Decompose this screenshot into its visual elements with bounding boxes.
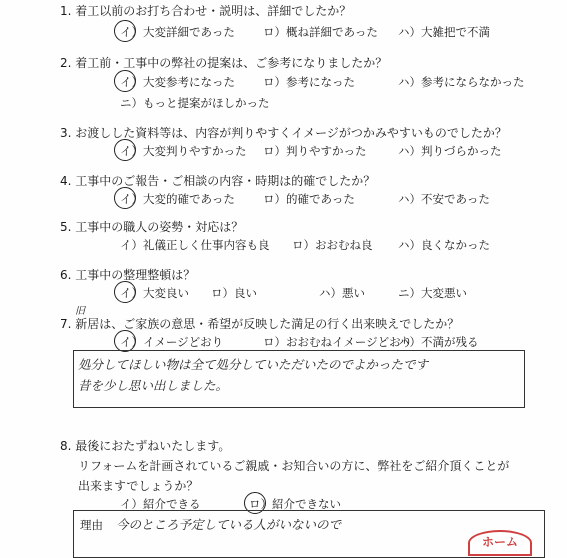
question-2	[60, 54, 387, 71]
question-text: お渡しした資料等は、内容が判りやすくイメージがつかみやすいものでしたか？	[75, 126, 507, 140]
question-number: 4.	[60, 174, 72, 188]
company-stamp: ホーム	[468, 530, 532, 556]
handwritten-annotation: 旧	[75, 306, 85, 317]
option-q6-ha[interactable]: ハ）悪い	[319, 286, 365, 300]
option-q1-ha[interactable]: ハ）大雑把で不満	[398, 25, 490, 39]
option-q4-ha[interactable]: ハ）不安であった	[398, 192, 490, 206]
question-number: 6.	[60, 268, 72, 282]
option-q3-ro[interactable]: ロ）判りやすかった	[263, 144, 367, 158]
question-text: 工事中の整理整頓は？	[75, 268, 196, 282]
comment-line: 処分してほしい物は全て処分していただいたのでよかったです	[78, 357, 429, 372]
question-5	[60, 218, 243, 235]
option-q3-i[interactable]: イ）大変判りやすかった	[120, 144, 247, 158]
selection-circle	[114, 139, 136, 161]
option-q7-ro[interactable]: ロ）おおむねイメージどおり	[263, 335, 413, 349]
selection-circle	[114, 330, 136, 352]
question-text: 着工前・工事中の弊社の提案は、ご参考になりましたか？	[75, 56, 388, 70]
selection-circle	[114, 281, 136, 303]
option-q8-ro[interactable]: ロ）紹介できない	[249, 497, 341, 511]
reason-text: 今のところ予定している人がいないので	[116, 517, 342, 532]
option-q7-ha[interactable]: ハ）不満が残る	[398, 335, 479, 349]
question-text-line: 最後におたずねいたします。	[75, 439, 231, 453]
option-q6-ni[interactable]: ニ）大変悪い	[398, 286, 467, 300]
question-number: 5.	[60, 220, 72, 234]
question-number: 2.	[60, 56, 72, 70]
question-text: 着工以前のお打ち合わせ・説明は、詳細でしたか？	[75, 4, 352, 18]
question-8	[60, 437, 230, 454]
question-text: 工事中の職人の姿勢・対応は？	[75, 220, 244, 234]
question-number: 3.	[60, 126, 72, 140]
option-q2-ni[interactable]: ニ）もっと提案がほしかった	[120, 96, 270, 110]
reason-label: 理由	[80, 518, 103, 532]
selection-circle	[114, 187, 136, 209]
comment-line: 昔を少し思い出しました。	[78, 378, 229, 393]
question-number: 7.	[60, 317, 72, 331]
question-1	[60, 2, 351, 19]
question-4	[60, 172, 375, 189]
option-q8-i[interactable]: イ）紹介できる	[120, 497, 201, 511]
option-q3-ha[interactable]: ハ）判りづらかった	[398, 144, 502, 158]
option-q6-ro[interactable]: ロ）良い	[211, 286, 257, 300]
option-q2-ha[interactable]: ハ）参考にならなかった	[398, 75, 525, 89]
question-text-line: 出来ますでしょうか？	[78, 479, 199, 493]
selection-circle	[114, 70, 136, 92]
option-q2-ro[interactable]: ロ）参考になった	[263, 75, 355, 89]
option-q4-ro[interactable]: ロ）的確であった	[263, 192, 355, 206]
question-number: 1.	[60, 4, 72, 18]
option-q2-i[interactable]: イ）大変参考になった	[120, 75, 235, 89]
option-q1-ro[interactable]: ロ）概ね詳細であった	[263, 25, 378, 39]
option-q5-ha[interactable]: ハ）良くなかった	[398, 238, 490, 252]
question-text: 工事中のご報告・ご相談の内容・時期は的確でしたか？	[75, 174, 376, 188]
selection-circle	[114, 20, 136, 42]
option-q6-i[interactable]: イ）大変良い	[120, 286, 189, 300]
comment-box[interactable]	[73, 350, 525, 408]
option-q5-i[interactable]: イ）礼儀正しく仕事内容も良	[120, 238, 270, 252]
question-number: 8.	[60, 439, 72, 453]
option-q4-i[interactable]: イ）大変的確であった	[120, 192, 235, 206]
option-q7-i[interactable]: イ）イメージどおり	[120, 335, 224, 349]
question-text: 新居は、ご家族の意思・希望が反映した満足の行く出来映えでしたか？	[75, 317, 460, 331]
option-q1-i[interactable]: イ）大変詳細であった	[120, 25, 235, 39]
question-7	[60, 315, 459, 332]
option-q5-ro[interactable]: ロ）おおむね良	[292, 238, 373, 252]
question-text-line: リフォームを計画されているご親戚・お知合いの方に、弊社をご紹介頂くことが	[78, 459, 510, 473]
